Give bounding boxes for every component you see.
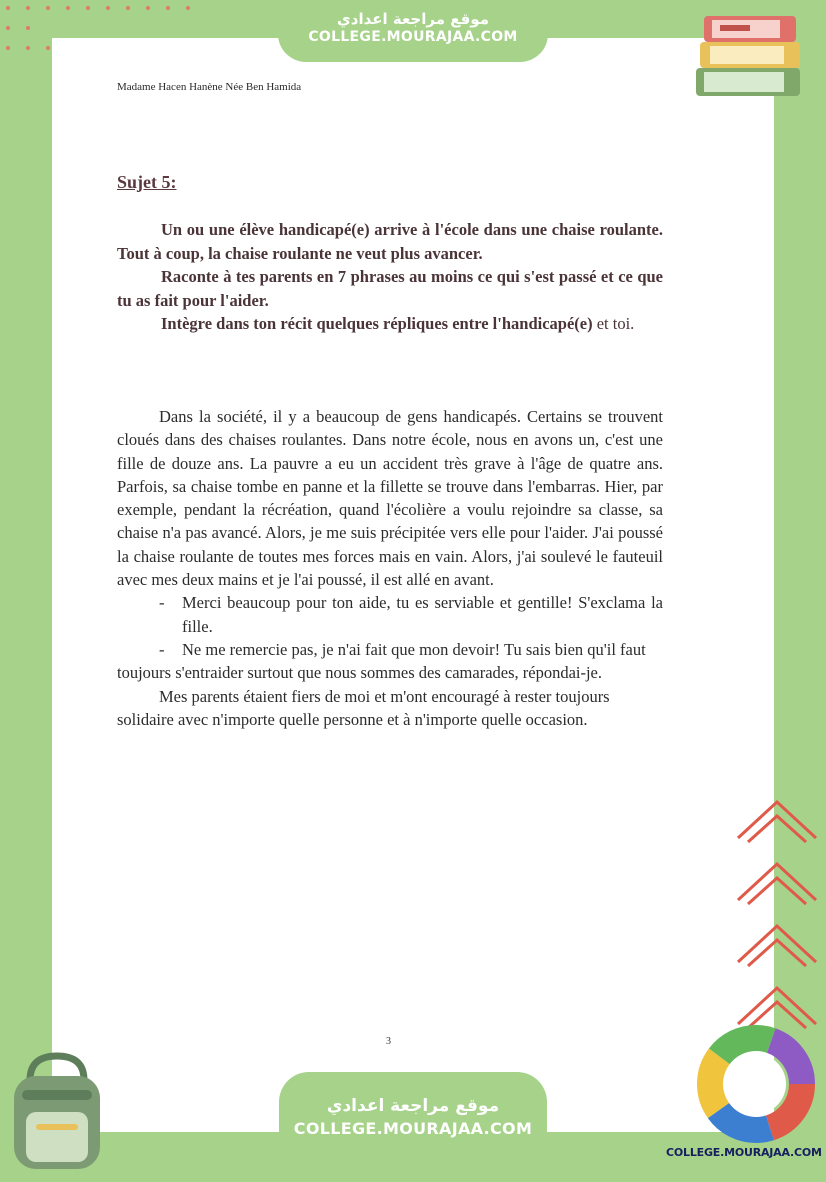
- dialogue-line: [117, 591, 663, 638]
- prompt-instruction: Intègre dans ton récit quelques répliques entre l'handicapé(e): [161, 314, 593, 333]
- essay-paragraph: Dans la société, il y a beaucoup de gens handicapés. Certains se trouvent cloués dans des chaises roulantes. Dans notre école, nous en avons un, c'est une fille de douze ans. La pauvre a eu un accident très grave à l'âge de quatre ans. Parfois, sa chaise tombe en panne et la fillette se trouve dans l'embarras. Hier, par exemple, pendant la récréation, quand l'écolière a voulu rejoindre sa classe, sa chaise n'a pas avancé. Alors, je me suis précipitée vers elle pour l'aider. J'ai poussé la chaise roulante de toutes mes forces mais en vain. Alors, j'ai soulevé le fauteuil avec mes deux mains et je l'ai poussé, il est allé en avant.: [117, 407, 663, 590]
- site-name-arabic: موقع مراجعة اعدادي: [326, 1096, 500, 1116]
- site-url: COLLEGE.MOURAJAA.COM: [308, 29, 518, 45]
- dialogue-text: Merci beaucoup pour ton aide, tu es serviable et gentille! S'exclama la fille.: [182, 593, 663, 636]
- site-header-banner[interactable]: [278, 0, 548, 62]
- essay-paragraph: toujours s'entraider surtout que nous sommes des camarades, répondai-je.: [117, 663, 603, 683]
- prompt-paragraph: Un ou une élève handicapé(e) arrive à l'école dans une chaise roulante. Tout à coup, la chaise roulante ne veut plus avancer.: [117, 220, 663, 263]
- page-number: 3: [386, 1036, 391, 1047]
- dialogue-line: [117, 638, 663, 661]
- site-name-arabic: موقع مراجعة اعدادي: [337, 10, 489, 28]
- dialogue-dash: -: [159, 593, 165, 613]
- dialogue-text: Ne me remercie pas, je n'ai fait que mon devoir! Tu sais bien qu'il faut: [182, 639, 646, 659]
- site-logo-icon[interactable]: [694, 1022, 818, 1146]
- backpack-icon: [0, 1050, 115, 1169]
- dialogue-dash: -: [159, 639, 165, 659]
- site-footer-banner[interactable]: [279, 1072, 547, 1182]
- chevron-up-icon: [732, 790, 822, 1050]
- subject-prompt: [117, 218, 663, 336]
- site-url: COLLEGE.MOURAJAA.COM: [293, 1119, 533, 1138]
- books-icon: [690, 8, 808, 103]
- author-name: Madame Hacen Hanène Née Ben Hamida: [117, 81, 302, 93]
- prompt-paragraph: Raconte à tes parents en 7 phrases au moins ce qui s'est passé et ce que tu as fait pour l'aider.: [117, 267, 663, 310]
- logo-text: COLLEGE.MOURAJAA.COM: [666, 1146, 822, 1159]
- prompt-paragraph: [117, 312, 663, 336]
- essay-paragraph: solidaire avec n'importe quelle personne et à n'importe quelle occasion.: [117, 709, 588, 729]
- subject-title: Sujet 5:: [117, 172, 177, 192]
- essay-body: [117, 405, 663, 731]
- essay-paragraph: Mes parents étaient fiers de moi et m'ont encouragé à rester toujours: [159, 686, 610, 706]
- prompt-instruction-end: et toi.: [592, 314, 635, 333]
